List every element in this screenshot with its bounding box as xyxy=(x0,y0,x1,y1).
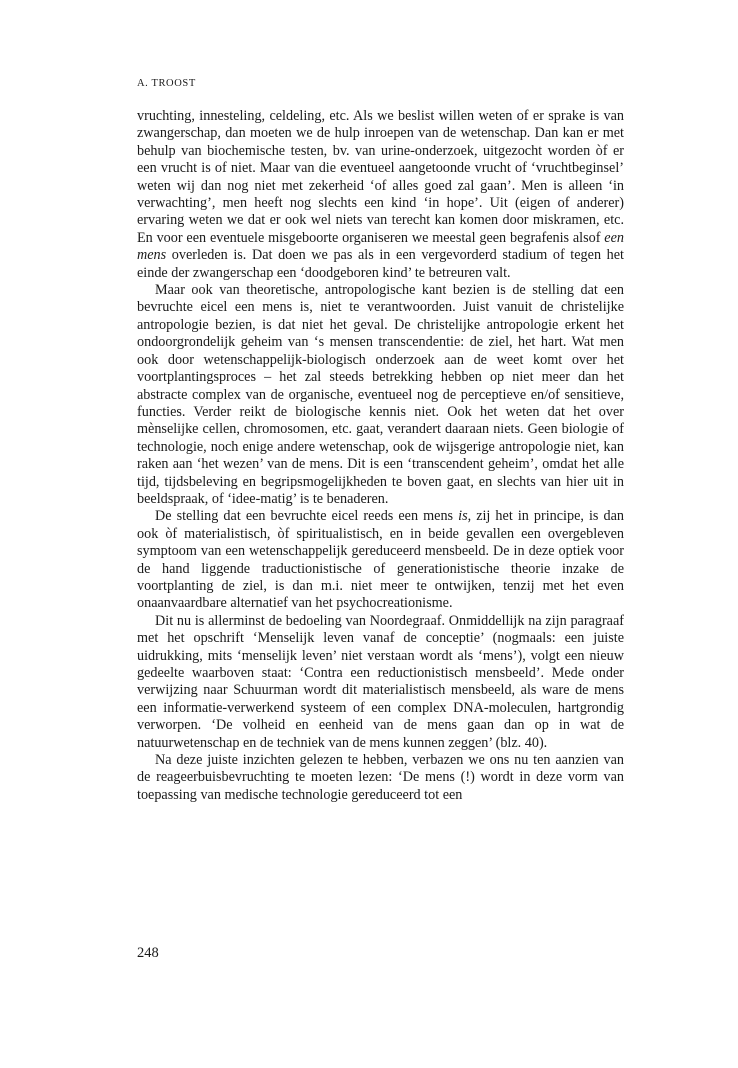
body-text xyxy=(137,108,624,804)
paragraph xyxy=(137,108,624,282)
paragraph-text: vruchting, innesteling, celdeling, etc. Als we beslist willen weten of er sprake is van zwangerschap, dan moeten we de hulp inroepen van de wetenschap. Dan kan er met behulp van biochemische testen, bv. van urine-onderzoek, uitgezocht worden òf er een vrucht is of niet. Maar van die eventueel aangetoonde vrucht of ‘vruchtbeginsel’ weten wij dan nog niet met zekerheid ‘of alles goed zal gaan’. Men is alleen ‘in verwachting’, men heeft nog slechts een kind ‘in hope’. Uit (eigen of anderer) ervaring weten we dat er ook wel niets van terecht kan komen door miskramen, etc. En voor een eventuele misgeboorte organiseren we meestal geen begrafenis alsof xyxy=(137,108,624,246)
paragraph-text: , zij het in principe, is dan ook òf materialistisch, òf spiritualistisch, en in beide gevallen een overgebleven symptoom van een wetenschappelijk gereduceerd mensbeeld. De in deze optiek voor de hand liggende traductionistische of generationistische theorie inzake de voortplanting de ziel, is dan m.i. niet meer te ontwijken, tenzij met het even onaanvaardbare alternatief van het psychocreationisme. xyxy=(137,508,624,612)
paragraph-text: overleden is. Dat doen we pas als in een vergevorderd stadium of tegen het einde der zwangerschap een ‘doodgeboren kind’ te betreuren valt. xyxy=(137,247,624,281)
running-head: A. TROOST xyxy=(137,78,196,89)
page-number: 248 xyxy=(137,945,159,961)
paragraph: Maar ook van theoretische, antropologische kant bezien is de stelling dat een bevruchte eicel een mens is, niet te verantwoorden. Juist vanuit de christelijke antropologie bezien, is dat niet het geval. De christelijke antropologie erkent het ondoorgrondelijk geheim van ‘s mensen transcendentie: de ziel, het hart. Wat men ook door wetenschappelijk-biologisch onderzoek aan de weet komt over het voortplantingsproces – het zal steeds betrekking hebben op niet meer dan het abstracte complex van de organische, eventueel nog de perceptieve en/of sensitieve, functies. Verder reikt de biologische kennis niet. Ook het weten dat het over mènselijke cellen, chromosomen, etc. gaat, verandert daaraan niets. Geen biologie of technologie, noch enige andere wetenschap, ook de wijsgerige antropologie niet, kan raken aan ‘het wezen’ van de mens. Dit is een ‘transcendent geheim’, omdat het alle tijd, tijdsbeleving en begripsmogelijkheden te boven gaat, en slechts van hier uit in beeldspraak, of ‘idee-matig’ is te benaderen. xyxy=(137,282,624,507)
emphasis-text: is xyxy=(458,508,468,525)
paragraph-text: De stelling dat een bevruchte eicel reeds een mens xyxy=(155,508,459,525)
emphasis-text: een mens xyxy=(137,229,624,264)
paragraph: Dit nu is allerminst de bedoeling van Noordegraaf. Onmiddellijk na zijn paragraaf met het opschrift ‘Menselijk leven vanaf de conceptie’ (nogmaals: een juiste uidrukking, mits ‘menselijk leven’ niet verstaan wordt als ‘mens’), volgt een nieuw gedeelte waarboven staat: ‘Contra een reductionistisch mensbeeld’. Mede onder verwijzing naar Schuurman wordt dit materialistisch mensbeeld, als ware de mens een informatie-verwerkend systeem of een complex DNA-moleculen, hartgrondig verworpen. ‘De volheid en eenheid van de mens gaan dan op in wat de natuurwetenschap en de techniek van de mens kunnen zeggen’ (blz. 40). xyxy=(137,612,624,751)
paragraph xyxy=(137,508,624,612)
paragraph: Na deze juiste inzichten gelezen te hebben, verbazen we ons nu ten aanzien van de reageerbuisbevruchting te moeten lezen: ‘De mens (!) wordt in deze vorm van toepassing van medische technologie gereduceerd tot een xyxy=(137,752,624,803)
